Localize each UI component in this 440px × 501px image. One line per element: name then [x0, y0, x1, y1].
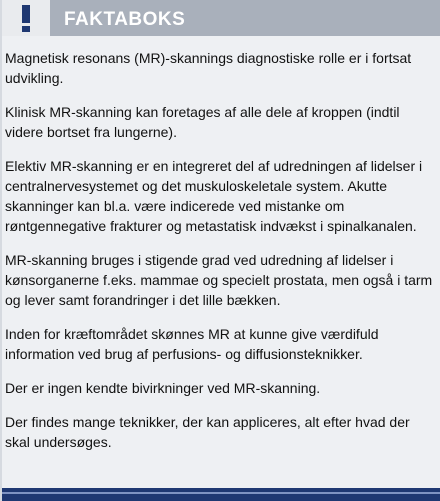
exclamation-icon: [2, 0, 50, 36]
paragraph: Inden for kræftområdet skønnes MR at kunne give værdifuld information ved brug af perfusions- og diffusionsteknikker.: [5, 326, 379, 362]
fact-box-header: [2, 0, 440, 36]
paragraph: Elektiv MR-skanning er en integreret del af udredningen af lidelser i centralnervesystemet og det muskuloskeletale system. Akutte skanninger kan bl.a. være indicerede ved mistanke om røntgennegative frakturer og metastatisk indvækst i spinalkanalen.: [5, 158, 423, 234]
fact-box-title: FAKTABOKS: [64, 9, 186, 30]
fact-box-content: [2, 48, 438, 466]
paragraph: Der er ingen kendte bivirkninger ved MR-skanning.: [5, 380, 321, 396]
paragraph: Klinisk MR-skanning kan foretages af alle dele af kroppen (indtil videre bortset fra lungerne).: [5, 104, 400, 140]
paragraph: MR-skanning bruges i stigende grad ved udredning af lidelser i kønsorganerne f.eks. mammae og specielt prostata, men også i tarm og lever samt forandringer i det lille bækken.: [5, 252, 433, 308]
paragraph: Magnetisk resonans (MR)-skannings diagnostiske rolle er i fortsat udvikling.: [5, 50, 412, 86]
bottom-rule: [2, 488, 440, 501]
paragraph: Der findes mange teknikker, der kan appliceres, alt efter hvad der skal undersøges.: [5, 414, 410, 450]
